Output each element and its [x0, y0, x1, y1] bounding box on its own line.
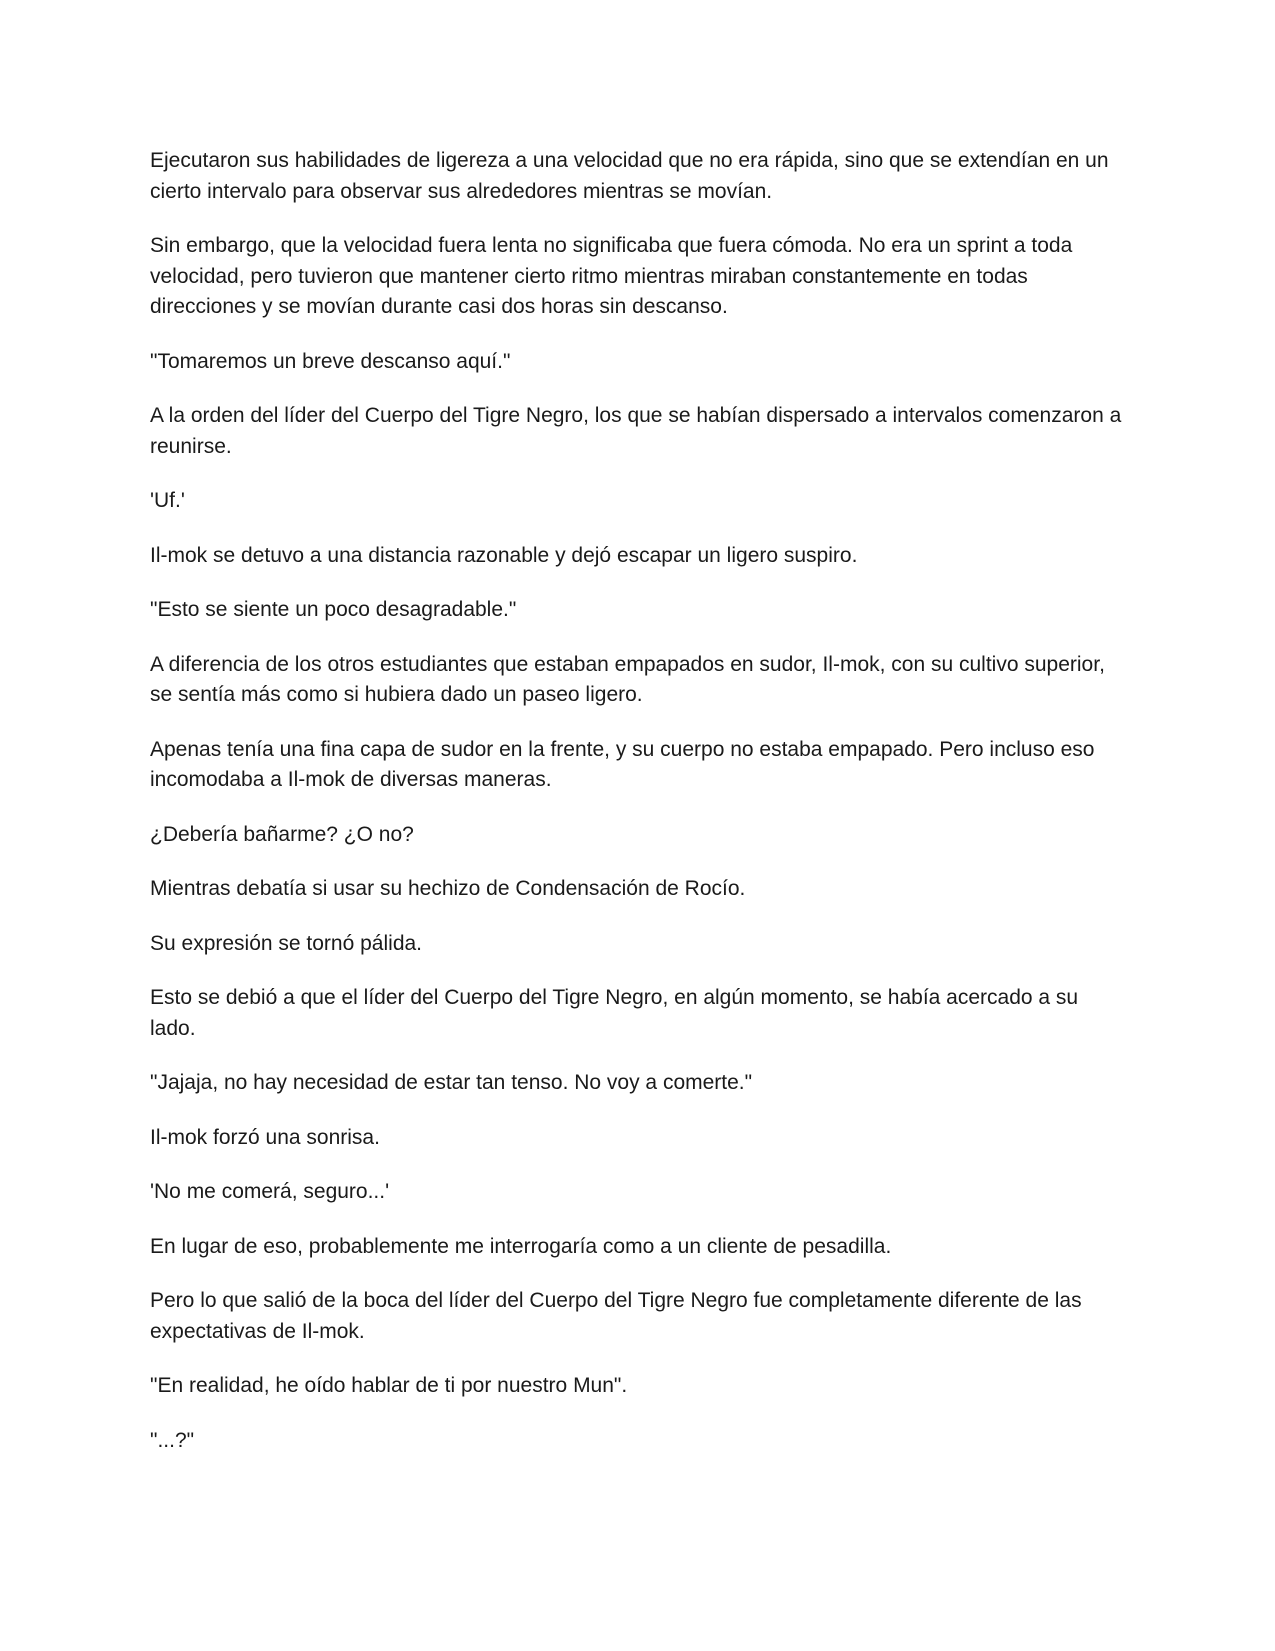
- paragraph: A la orden del líder del Cuerpo del Tigre Negro, los que se habían dispersado a intervalos comenzaron a reunirse.: [150, 404, 1122, 458]
- paragraph: 'No me comerá, seguro...': [150, 1180, 390, 1203]
- paragraph: En lugar de eso, probablemente me interrogaría como a un cliente de pesadilla.: [150, 1234, 892, 1258]
- paragraph: Il-mok forzó una sonrisa.: [150, 1125, 380, 1149]
- paragraph: "En realidad, he oído hablar de ti por nuestro Mun".: [150, 1374, 628, 1397]
- paragraph: ¿Debería bañarme? ¿O no?: [150, 822, 414, 846]
- paragraph: Esto se debió a que el líder del Cuerpo del Tigre Negro, en algún momento, se había acercado a su lado.: [150, 986, 1079, 1040]
- paragraph: Apenas tenía una fina capa de sudor en la frente, y su cuerpo no estaba empapado. Pero incluso eso incomodaba a Il-mok de diversas maneras.: [150, 737, 1095, 791]
- paragraph: "Jajaja, no hay necesidad de estar tan tenso. No voy a comerte.": [150, 1071, 753, 1094]
- paragraph: "Esto se siente un poco desagradable.": [150, 598, 517, 621]
- document-page: [150, 146, 1125, 1480]
- paragraph: 'Uf.': [150, 489, 185, 512]
- paragraph: Pero lo que salió de la boca del líder del Cuerpo del Tigre Negro fue completamente diferente de las expectativas de Il-mok.: [150, 1289, 1082, 1343]
- paragraph: Il-mok se detuvo a una distancia razonable y dejó escapar un ligero suspiro.: [150, 543, 858, 567]
- paragraph: Sin embargo, que la velocidad fuera lenta no significaba que fuera cómoda. No era un sprint a toda velocidad, pero tuvieron que mantener cierto ritmo mientras miraban constantemente en todas direcciones y se movían durante casi dos horas sin descanso.: [150, 234, 1073, 318]
- paragraph: "Tomaremos un breve descanso aquí.": [150, 349, 511, 373]
- paragraph: "...?": [150, 1428, 195, 1452]
- paragraph: Mientras debatía si usar su hechizo de Condensación de Rocío.: [150, 877, 746, 900]
- paragraph: A diferencia de los otros estudiantes que estaban empapados en sudor, Il-mok, con su cultivo superior, se sentía más como si hubiera dado un paseo ligero.: [150, 652, 1105, 706]
- paragraph: Su expresión se tornó pálida.: [150, 931, 423, 955]
- paragraph: Ejecutaron sus habilidades de ligereza a una velocidad que no era rápida, sino que se extendían en un cierto intervalo para observar sus alrededores mientras se movían.: [150, 149, 1109, 203]
